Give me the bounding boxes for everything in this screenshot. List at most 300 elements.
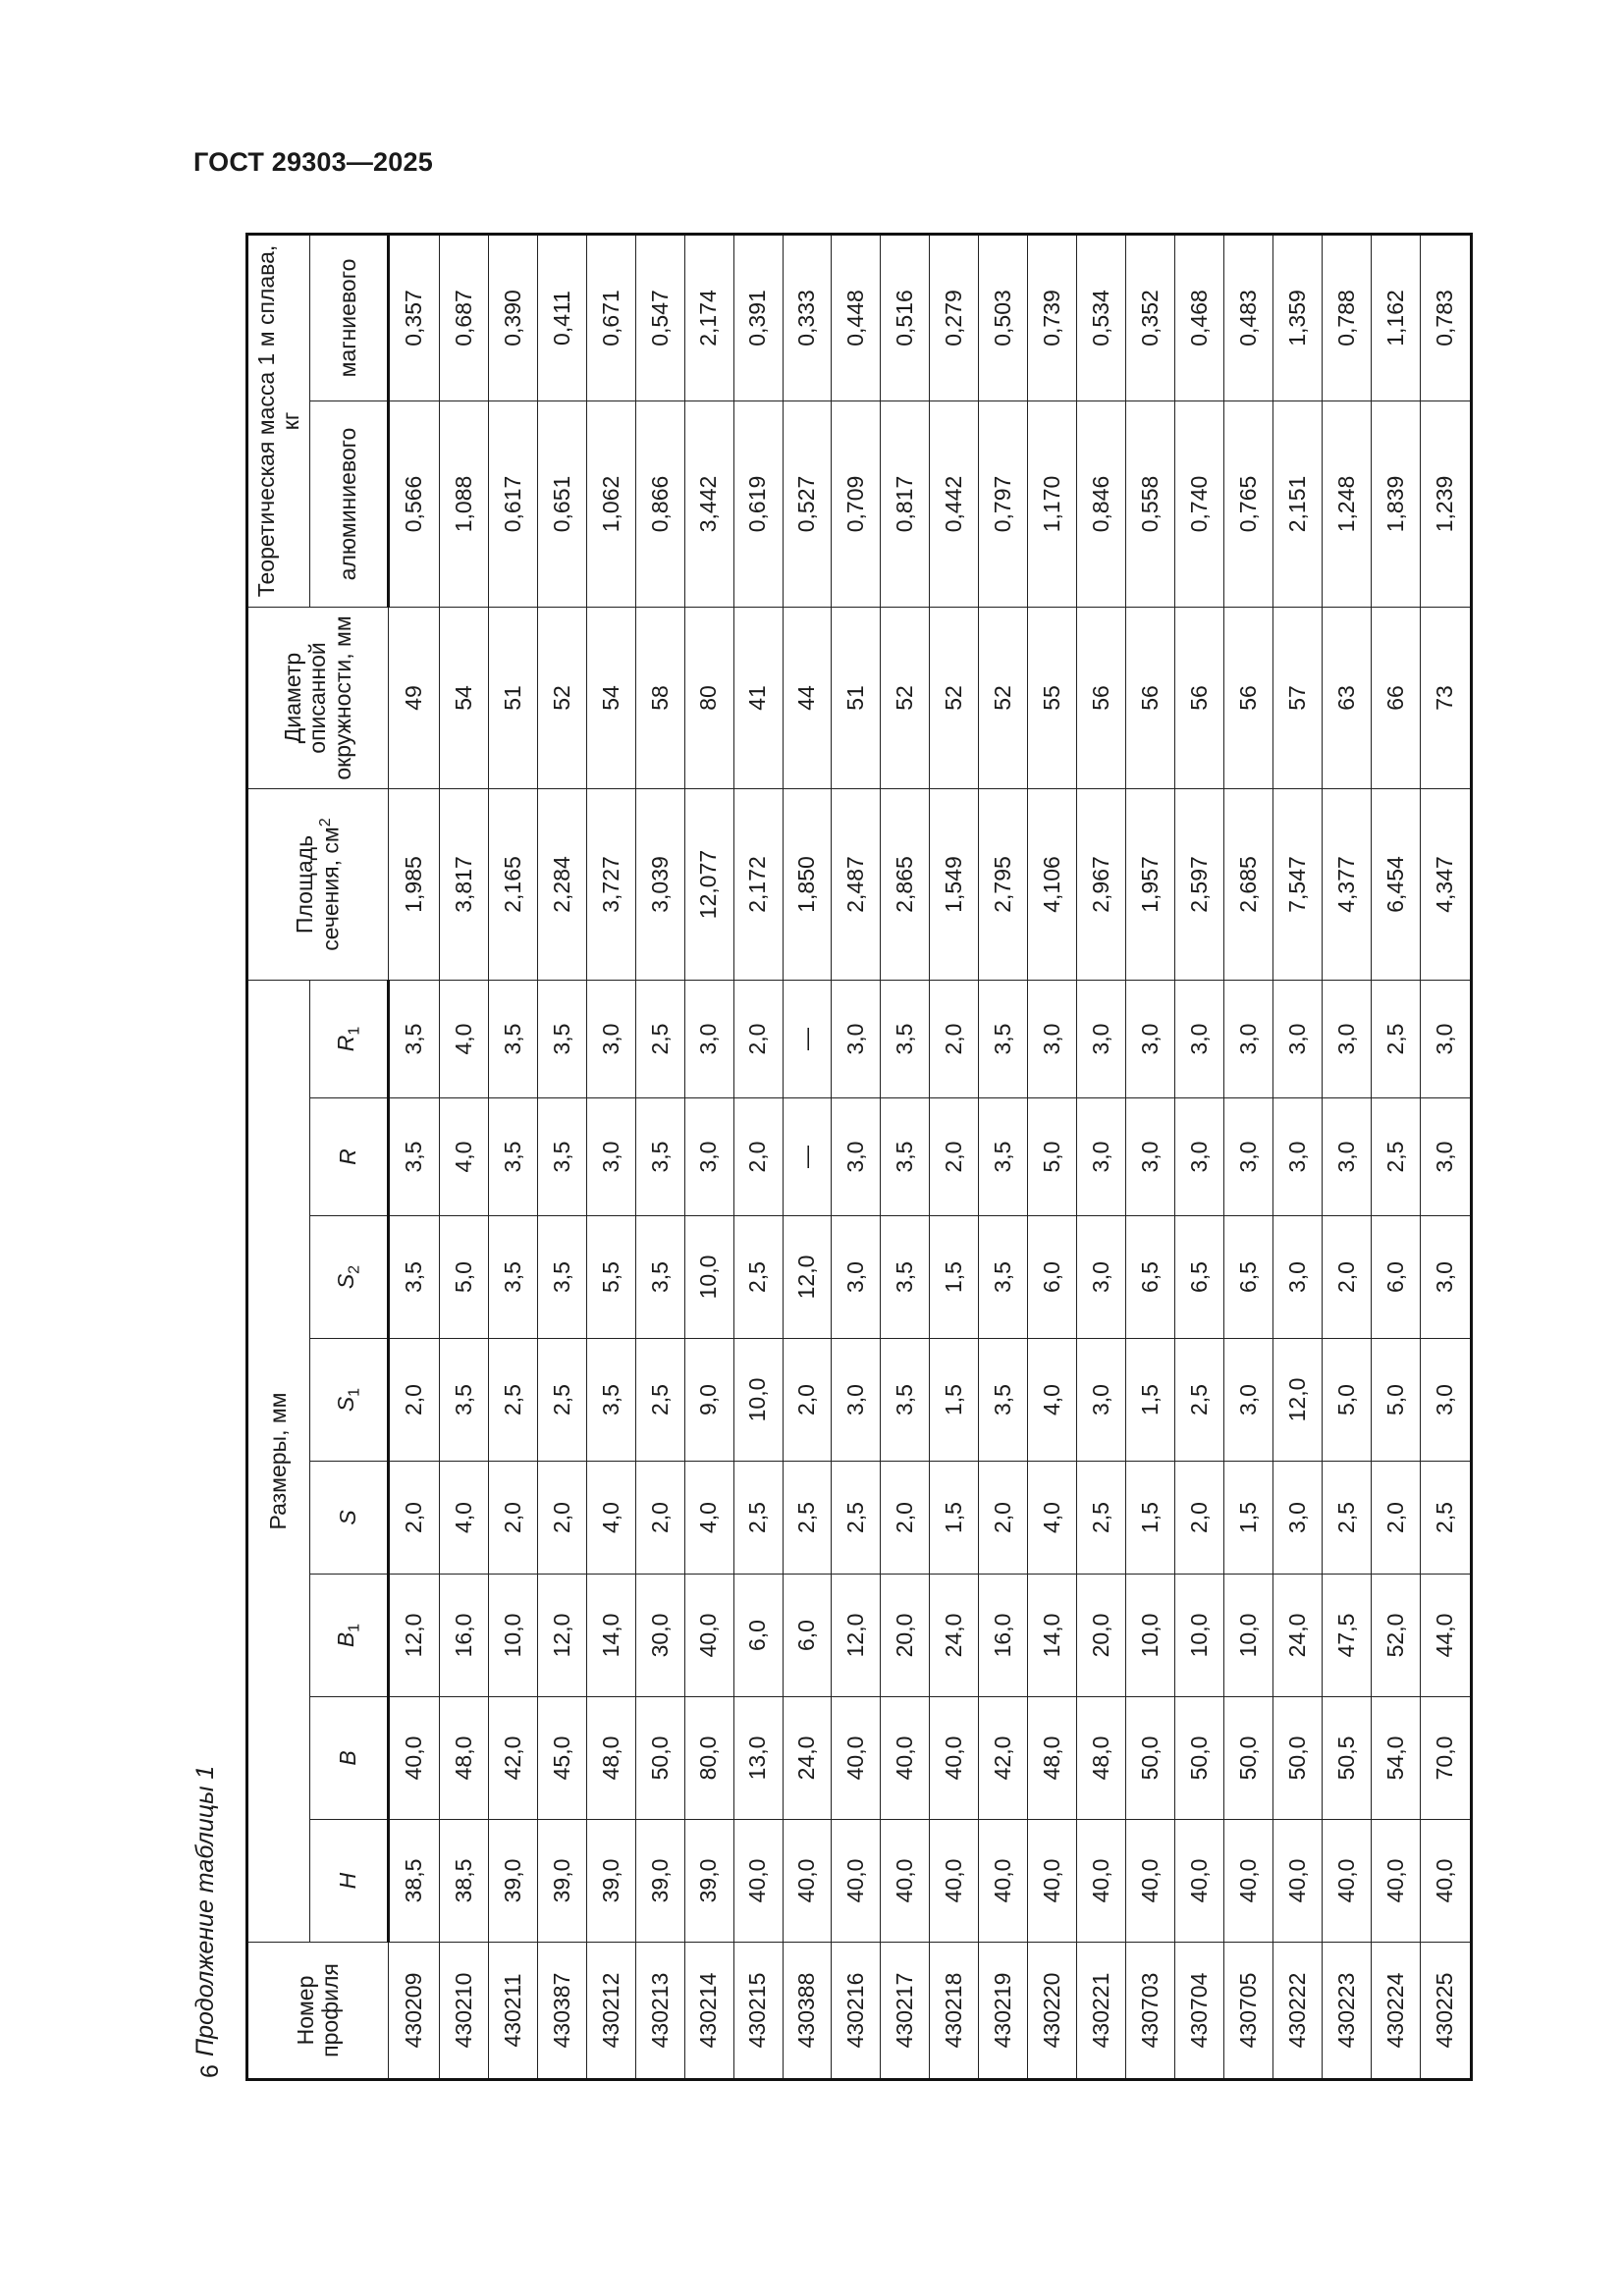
cell-mass-aluminum: 0,617: [488, 401, 537, 608]
cell-diameter: 63: [1323, 608, 1372, 789]
cell-diameter: 52: [537, 608, 586, 789]
cell-mass-magnesium: 0,357: [389, 235, 440, 401]
cell-R: 3,0: [1077, 1098, 1126, 1216]
cell-profile-number: 430225: [1420, 1943, 1471, 2080]
cell-R1: 3,0: [684, 981, 733, 1098]
cell-mass-aluminum: 0,442: [930, 401, 979, 608]
table-row: [832, 235, 881, 2080]
cell-B1: 14,0: [586, 1575, 635, 1697]
cell-mass-aluminum: 0,765: [1224, 401, 1273, 608]
cell-diameter: 73: [1420, 608, 1471, 789]
cell-diameter: 49: [389, 608, 440, 789]
cell-profile-number: 430221: [1077, 1943, 1126, 2080]
cell-diameter: 54: [439, 608, 488, 789]
cell-profile-number: 430704: [1175, 1943, 1224, 2080]
cell-area: 1,549: [930, 789, 979, 981]
cell-area: 12,077: [684, 789, 733, 981]
cell-B1: 20,0: [881, 1575, 930, 1697]
profile-table-container: [245, 236, 1473, 2081]
cell-S2: 6,5: [1126, 1216, 1175, 1339]
cell-area: 2,597: [1175, 789, 1224, 981]
cell-S: 2,5: [733, 1462, 783, 1575]
cell-mass-aluminum: 0,527: [783, 401, 832, 608]
cell-S2: 2,5: [733, 1216, 783, 1339]
cell-R: 3,0: [1126, 1098, 1175, 1216]
cell-profile-number: 430705: [1224, 1943, 1273, 2080]
cell-R1: 3,0: [1077, 981, 1126, 1098]
cell-mass-magnesium: 0,483: [1224, 235, 1273, 401]
cell-mass-aluminum: 0,566: [389, 401, 440, 608]
cell-S: 2,5: [1323, 1462, 1372, 1575]
cell-B1: 10,0: [1175, 1575, 1224, 1697]
cell-S: 2,0: [635, 1462, 684, 1575]
cell-S2: 5,5: [586, 1216, 635, 1339]
cell-S2: 3,0: [1273, 1216, 1323, 1339]
cell-S2: 3,5: [635, 1216, 684, 1339]
cell-R1: 3,5: [881, 981, 930, 1098]
header-magnesium: магниевого: [310, 235, 389, 401]
cell-H: 40,0: [1323, 1820, 1372, 1943]
cell-S1: 3,5: [439, 1339, 488, 1462]
cell-S: 4,0: [586, 1462, 635, 1575]
cell-B1: 24,0: [1273, 1575, 1323, 1697]
cell-diameter: 56: [1175, 608, 1224, 789]
cell-S2: 5,0: [439, 1216, 488, 1339]
cell-R: 3,5: [979, 1098, 1028, 1216]
cell-diameter: 80: [684, 608, 733, 789]
cell-area: 3,039: [635, 789, 684, 981]
table-row: [1323, 235, 1372, 2080]
cell-S: 2,0: [488, 1462, 537, 1575]
header-diameter: Диаметр описанной окружности, мм: [247, 608, 389, 789]
cell-H: 40,0: [1371, 1820, 1420, 1943]
cell-mass-aluminum: 1,170: [1028, 401, 1077, 608]
cell-diameter: 52: [881, 608, 930, 789]
header-R: R: [310, 1098, 389, 1216]
cell-diameter: 44: [783, 608, 832, 789]
cell-B1: 16,0: [979, 1575, 1028, 1697]
cell-H: 39,0: [488, 1820, 537, 1943]
cell-mass-magnesium: 0,468: [1175, 235, 1224, 401]
cell-B1: 6,0: [733, 1575, 783, 1697]
cell-B1: 12,0: [832, 1575, 881, 1697]
cell-B1: 44,0: [1420, 1575, 1471, 1697]
cell-profile-number: 430216: [832, 1943, 881, 2080]
cell-R: 3,5: [389, 1098, 440, 1216]
cell-profile-number: 430220: [1028, 1943, 1077, 2080]
cell-diameter: 66: [1371, 608, 1420, 789]
table-row: [439, 235, 488, 2080]
cell-R1: 3,5: [389, 981, 440, 1098]
cell-profile-number: 430387: [537, 1943, 586, 2080]
cell-area: 2,487: [832, 789, 881, 981]
cell-B: 42,0: [488, 1697, 537, 1820]
cell-S1: 3,5: [979, 1339, 1028, 1462]
cell-B1: 14,0: [1028, 1575, 1077, 1697]
cell-B: 40,0: [930, 1697, 979, 1820]
cell-R: 3,0: [586, 1098, 635, 1216]
cell-B: 48,0: [1028, 1697, 1077, 1820]
cell-area: 2,795: [979, 789, 1028, 981]
cell-S1: 12,0: [1273, 1339, 1323, 1462]
cell-S2: 1,5: [930, 1216, 979, 1339]
cell-R1: 2,5: [635, 981, 684, 1098]
cell-diameter: 56: [1126, 608, 1175, 789]
cell-R1: 3,0: [1323, 981, 1372, 1098]
cell-mass-aluminum: 0,740: [1175, 401, 1224, 608]
header-H: H: [310, 1820, 389, 1943]
cell-S1: 3,5: [881, 1339, 930, 1462]
cell-H: 40,0: [783, 1820, 832, 1943]
cell-B: 50,0: [1224, 1697, 1273, 1820]
cell-S1: 2,5: [488, 1339, 537, 1462]
cell-area: 1,850: [783, 789, 832, 981]
cell-mass-aluminum: 3,442: [684, 401, 733, 608]
header-R1: $R_1$: [310, 981, 389, 1098]
cell-H: 39,0: [586, 1820, 635, 1943]
cell-S2: 10,0: [684, 1216, 733, 1339]
table-row: [783, 235, 832, 2080]
cell-mass-magnesium: 0,279: [930, 235, 979, 401]
cell-R1: 2,5: [1371, 981, 1420, 1098]
cell-B1: 12,0: [389, 1575, 440, 1697]
header-S2: $S_2$: [310, 1216, 389, 1339]
cell-R: 3,0: [1273, 1098, 1323, 1216]
cell-R1: 3,0: [1175, 981, 1224, 1098]
cell-R: 3,0: [1175, 1098, 1224, 1216]
cell-H: 40,0: [1175, 1820, 1224, 1943]
cell-R: —: [783, 1098, 832, 1216]
header-S1: $S_1$: [310, 1339, 389, 1462]
cell-R: 5,0: [1028, 1098, 1077, 1216]
cell-profile-number: 430214: [684, 1943, 733, 2080]
cell-area: 2,685: [1224, 789, 1273, 981]
cell-area: 4,377: [1323, 789, 1372, 981]
header-S: S: [310, 1462, 389, 1575]
table-row: [979, 235, 1028, 2080]
cell-S2: 6,5: [1224, 1216, 1273, 1339]
cell-H: 40,0: [1224, 1820, 1273, 1943]
cell-mass-magnesium: 1,162: [1371, 235, 1420, 401]
cell-diameter: 56: [1077, 608, 1126, 789]
cell-B1: 47,5: [1323, 1575, 1372, 1697]
cell-area: 7,547: [1273, 789, 1323, 981]
cell-B1: 12,0: [537, 1575, 586, 1697]
cell-mass-aluminum: 1,839: [1371, 401, 1420, 608]
cell-R: 4,0: [439, 1098, 488, 1216]
cell-S1: 4,0: [1028, 1339, 1077, 1462]
cell-S1: 10,0: [733, 1339, 783, 1462]
cell-S: 2,5: [1420, 1462, 1471, 1575]
cell-H: 39,0: [635, 1820, 684, 1943]
cell-B: 40,0: [832, 1697, 881, 1820]
cell-S: 1,5: [1224, 1462, 1273, 1575]
header-dimensions: Размеры, мм: [247, 981, 310, 1943]
cell-S: 2,0: [1371, 1462, 1420, 1575]
cell-R: 3,0: [1323, 1098, 1372, 1216]
cell-mass-magnesium: 0,547: [635, 235, 684, 401]
cell-S1: 3,5: [586, 1339, 635, 1462]
cell-diameter: 51: [832, 608, 881, 789]
cell-B: 50,0: [1126, 1697, 1175, 1820]
cell-B: 50,0: [635, 1697, 684, 1820]
header-B: B: [310, 1697, 389, 1820]
cell-diameter: 41: [733, 608, 783, 789]
cell-R1: 2,0: [930, 981, 979, 1098]
cell-profile-number: 430217: [881, 1943, 930, 2080]
cell-B: 80,0: [684, 1697, 733, 1820]
cell-diameter: 54: [586, 608, 635, 789]
cell-mass-aluminum: 0,846: [1077, 401, 1126, 608]
cell-R: 3,5: [635, 1098, 684, 1216]
cell-S1: 2,0: [389, 1339, 440, 1462]
cell-S2: 12,0: [783, 1216, 832, 1339]
cell-mass-magnesium: 0,788: [1323, 235, 1372, 401]
cell-H: 40,0: [1420, 1820, 1471, 1943]
cell-profile-number: 430210: [439, 1943, 488, 2080]
cell-area: 2,172: [733, 789, 783, 981]
cell-area: 3,727: [586, 789, 635, 981]
cell-S: 1,5: [1126, 1462, 1175, 1575]
table-row: [488, 235, 537, 2080]
cell-profile-number: 430218: [930, 1943, 979, 2080]
table-row: [586, 235, 635, 2080]
cell-R: 3,0: [1420, 1098, 1471, 1216]
cell-B: 48,0: [439, 1697, 488, 1820]
table-row: [1077, 235, 1126, 2080]
cell-S: 2,0: [881, 1462, 930, 1575]
cell-R: 3,0: [832, 1098, 881, 1216]
cell-B1: 10,0: [488, 1575, 537, 1697]
table-row: [881, 235, 930, 2080]
cell-S: 2,0: [389, 1462, 440, 1575]
table-row: [930, 235, 979, 2080]
cell-S1: 5,0: [1371, 1339, 1420, 1462]
table-row: [1371, 235, 1420, 2080]
cell-S1: 3,0: [1077, 1339, 1126, 1462]
table-row: [389, 235, 440, 2080]
cell-R1: 3,0: [1273, 981, 1323, 1098]
cell-R: 3,5: [881, 1098, 930, 1216]
cell-profile-number: 430209: [389, 1943, 440, 2080]
cell-S1: 3,0: [1224, 1339, 1273, 1462]
cell-B1: 52,0: [1371, 1575, 1420, 1697]
cell-mass-aluminum: 0,797: [979, 401, 1028, 608]
cell-mass-magnesium: 0,534: [1077, 235, 1126, 401]
table-row: [537, 235, 586, 2080]
cell-area: 4,347: [1420, 789, 1471, 981]
cell-B1: 20,0: [1077, 1575, 1126, 1697]
cell-diameter: 57: [1273, 608, 1323, 789]
cell-S: 4,0: [439, 1462, 488, 1575]
cell-mass-magnesium: 2,174: [684, 235, 733, 401]
cell-mass-magnesium: 0,739: [1028, 235, 1077, 401]
cell-mass-magnesium: 0,503: [979, 235, 1028, 401]
cell-mass-magnesium: 0,687: [439, 235, 488, 401]
cell-mass-aluminum: 1,062: [586, 401, 635, 608]
cell-mass-aluminum: 1,239: [1420, 401, 1471, 608]
cell-mass-magnesium: 0,783: [1420, 235, 1471, 401]
cell-R1: 3,0: [832, 981, 881, 1098]
profile-table: [245, 233, 1473, 2081]
cell-S1: 9,0: [684, 1339, 733, 1462]
cell-H: 40,0: [881, 1820, 930, 1943]
cell-mass-aluminum: 0,651: [537, 401, 586, 608]
cell-S: 2,5: [1077, 1462, 1126, 1575]
cell-profile-number: 430388: [783, 1943, 832, 2080]
cell-mass-magnesium: 0,411: [537, 235, 586, 401]
cell-S2: 3,0: [1420, 1216, 1471, 1339]
cell-mass-aluminum: 0,619: [733, 401, 783, 608]
cell-mass-magnesium: 0,391: [733, 235, 783, 401]
cell-area: 2,967: [1077, 789, 1126, 981]
cell-S: 2,5: [783, 1462, 832, 1575]
cell-S: 2,5: [832, 1462, 881, 1575]
cell-profile-number: 430213: [635, 1943, 684, 2080]
cell-R: 3,5: [537, 1098, 586, 1216]
cell-mass-magnesium: 1,359: [1273, 235, 1323, 401]
cell-H: 38,5: [389, 1820, 440, 1943]
cell-profile-number: 430223: [1323, 1943, 1372, 2080]
cell-S2: 3,5: [389, 1216, 440, 1339]
table-row: [1273, 235, 1323, 2080]
cell-S: 4,0: [1028, 1462, 1077, 1575]
cell-S: 2,0: [537, 1462, 586, 1575]
cell-B: 50,5: [1323, 1697, 1372, 1820]
cell-mass-magnesium: 0,333: [783, 235, 832, 401]
cell-S: 4,0: [684, 1462, 733, 1575]
cell-area: 1,985: [389, 789, 440, 981]
cell-B: 50,0: [1175, 1697, 1224, 1820]
cell-R: 3,0: [684, 1098, 733, 1216]
cell-B1: 10,0: [1126, 1575, 1175, 1697]
cell-mass-aluminum: 0,558: [1126, 401, 1175, 608]
cell-H: 38,5: [439, 1820, 488, 1943]
cell-B1: 24,0: [930, 1575, 979, 1697]
cell-H: 40,0: [1126, 1820, 1175, 1943]
cell-B: 48,0: [586, 1697, 635, 1820]
cell-S2: 3,5: [979, 1216, 1028, 1339]
table-body: [389, 235, 1472, 2080]
cell-S1: 2,5: [1175, 1339, 1224, 1462]
cell-S2: 3,5: [488, 1216, 537, 1339]
cell-profile-number: 430219: [979, 1943, 1028, 2080]
cell-S1: 3,0: [832, 1339, 881, 1462]
cell-R: 3,0: [1224, 1098, 1273, 1216]
cell-S: 1,5: [930, 1462, 979, 1575]
cell-R: 2,0: [733, 1098, 783, 1216]
cell-diameter: 52: [979, 608, 1028, 789]
page-number: 6: [196, 2064, 224, 2078]
cell-R: 2,5: [1371, 1098, 1420, 1216]
cell-S1: 5,0: [1323, 1339, 1372, 1462]
cell-H: 40,0: [733, 1820, 783, 1943]
cell-area: 1,957: [1126, 789, 1175, 981]
table-continuation-label: Продолжение таблицы 1: [191, 1765, 219, 2056]
cell-mass-magnesium: 0,671: [586, 235, 635, 401]
cell-B: 50,0: [1273, 1697, 1323, 1820]
cell-profile-number: 430224: [1371, 1943, 1420, 2080]
cell-S1: 3,0: [1420, 1339, 1471, 1462]
cell-mass-aluminum: 0,817: [881, 401, 930, 608]
cell-B: 13,0: [733, 1697, 783, 1820]
cell-B: 54,0: [1371, 1697, 1420, 1820]
cell-H: 40,0: [1077, 1820, 1126, 1943]
cell-S2: 3,5: [881, 1216, 930, 1339]
cell-B1: 6,0: [783, 1575, 832, 1697]
cell-S1: 2,0: [783, 1339, 832, 1462]
cell-H: 40,0: [1273, 1820, 1323, 1943]
table-row: [1126, 235, 1175, 2080]
table-row: [1028, 235, 1077, 2080]
cell-S: 2,0: [1175, 1462, 1224, 1575]
cell-B: 40,0: [389, 1697, 440, 1820]
table-row: [1175, 235, 1224, 2080]
cell-H: 40,0: [832, 1820, 881, 1943]
cell-profile-number: 430222: [1273, 1943, 1323, 2080]
cell-H: 40,0: [1028, 1820, 1077, 1943]
cell-R1: 3,5: [537, 981, 586, 1098]
cell-mass-aluminum: 0,709: [832, 401, 881, 608]
cell-S2: 6,0: [1028, 1216, 1077, 1339]
cell-S1: 2,5: [537, 1339, 586, 1462]
cell-S1: 1,5: [930, 1339, 979, 1462]
cell-area: 4,106: [1028, 789, 1077, 981]
cell-S: 2,0: [979, 1462, 1028, 1575]
table-row: [684, 235, 733, 2080]
cell-R: 3,5: [488, 1098, 537, 1216]
cell-B: 42,0: [979, 1697, 1028, 1820]
cell-S1: 2,5: [635, 1339, 684, 1462]
cell-diameter: 55: [1028, 608, 1077, 789]
cell-H: 40,0: [930, 1820, 979, 1943]
table-row: [733, 235, 783, 2080]
cell-R1: 3,5: [488, 981, 537, 1098]
cell-R1: 2,0: [733, 981, 783, 1098]
cell-S2: 6,5: [1175, 1216, 1224, 1339]
cell-B1: 40,0: [684, 1575, 733, 1697]
header-aluminum: алюминиевого: [310, 401, 389, 608]
cell-area: 2,165: [488, 789, 537, 981]
cell-R1: 3,0: [1126, 981, 1175, 1098]
cell-area: 2,865: [881, 789, 930, 981]
cell-R1: 3,0: [1028, 981, 1077, 1098]
cell-diameter: 52: [930, 608, 979, 789]
cell-area: 2,284: [537, 789, 586, 981]
cell-mass-aluminum: 2,151: [1273, 401, 1323, 608]
cell-profile-number: 430211: [488, 1943, 537, 2080]
cell-S2: 3,0: [1077, 1216, 1126, 1339]
cell-profile-number: 430212: [586, 1943, 635, 2080]
cell-area: 3,817: [439, 789, 488, 981]
cell-H: 39,0: [684, 1820, 733, 1943]
cell-diameter: 56: [1224, 608, 1273, 789]
header-mass: Теоретическая масса 1 м сплава, кг: [247, 235, 310, 608]
cell-R: 2,0: [930, 1098, 979, 1216]
cell-S2: 3,5: [537, 1216, 586, 1339]
cell-mass-aluminum: 0,866: [635, 401, 684, 608]
cell-mass-magnesium: 0,448: [832, 235, 881, 401]
cell-R1: 3,0: [586, 981, 635, 1098]
cell-mass-magnesium: 0,352: [1126, 235, 1175, 401]
cell-S2: 3,0: [832, 1216, 881, 1339]
cell-mass-aluminum: 1,248: [1323, 401, 1372, 608]
cell-B: 24,0: [783, 1697, 832, 1820]
cell-diameter: 58: [635, 608, 684, 789]
cell-B1: 30,0: [635, 1575, 684, 1697]
cell-B1: 16,0: [439, 1575, 488, 1697]
cell-H: 39,0: [537, 1820, 586, 1943]
